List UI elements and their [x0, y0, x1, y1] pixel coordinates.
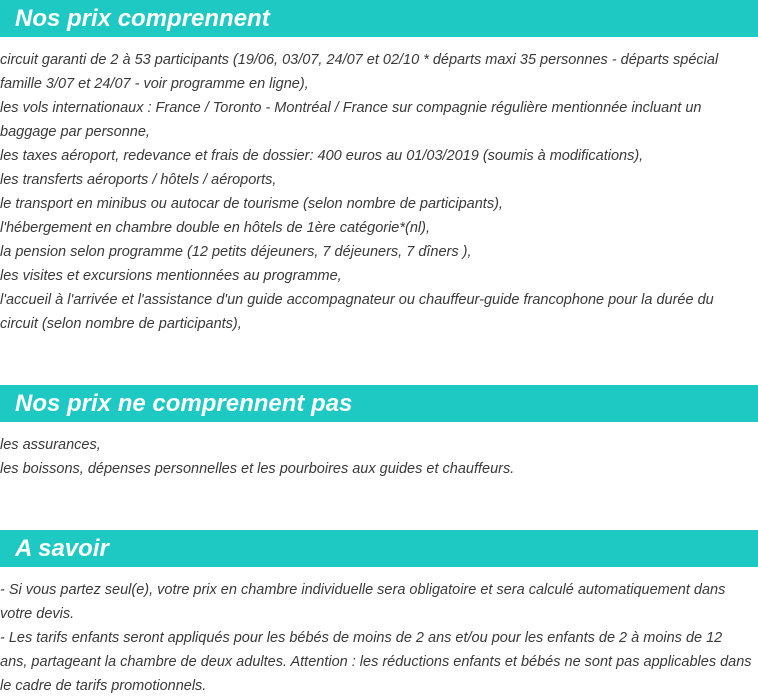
list-item: la pension selon programme (12 petits déjeuners, 7 déjeuners, 7 dîners ),	[0, 244, 472, 260]
list-item: les assurances,	[0, 437, 101, 453]
list-item: les boissons, dépenses personnelles et les pourboires aux guides et chauffeurs.	[0, 461, 515, 477]
section-title: A savoir	[15, 535, 109, 562]
section-header-a-savoir	[0, 530, 758, 567]
section-body-not-included	[0, 433, 752, 481]
list-item: l'hébergement en chambre double en hôtels de 1ère catégorie*(nl),	[0, 220, 430, 236]
list-item: les taxes aéroport, redevance et frais de dossier: 400 euros au 01/03/2019 (soumis à modifications),	[0, 148, 644, 164]
list-item: les transferts aéroports / hôtels / aéroports,	[0, 172, 277, 188]
section-body-a-savoir	[0, 578, 752, 698]
section-title: Nos prix comprennent	[15, 5, 270, 32]
list-item: les vols internationaux : France / Toronto - Montréal / France sur compagnie régulière mentionnée incluant un baggage par personne,	[0, 100, 702, 140]
section-body-included	[0, 48, 752, 336]
list-item: - Si vous partez seul(e), votre prix en chambre individuelle sera obligatoire et sera calculé automatiquement dans votre devis.	[0, 582, 726, 622]
list-item: - Les tarifs enfants seront appliqués pour les bébés de moins de 2 ans et/ou pour les enfants de 2 à moins de 12 ans, partageant la chambre de deux adultes. Attention : les réductions enfants et bébés ne sont pas applicables dans le cadre de tarifs promotionnels.	[0, 630, 752, 694]
list-item: circuit garanti de 2 à 53 participants (19/06, 03/07, 24/07 et 02/10 * départs maxi 35 personnes - départs spécial famille 3/07 et 24/07 - voir programme en ligne),	[0, 52, 719, 92]
list-item: le transport en minibus ou autocar de tourisme (selon nombre de participants),	[0, 196, 503, 212]
list-item: l'accueil à l'arrivée et l'assistance d'un guide accompagnateur ou chauffeur-guide francophone pour la durée du circuit (selon nombre de participants),	[0, 292, 714, 332]
section-title: Nos prix ne comprennent pas	[15, 390, 353, 417]
section-header-not-included	[0, 385, 758, 422]
section-header-included	[0, 0, 758, 37]
list-item: les visites et excursions mentionnées au programme,	[0, 268, 342, 284]
